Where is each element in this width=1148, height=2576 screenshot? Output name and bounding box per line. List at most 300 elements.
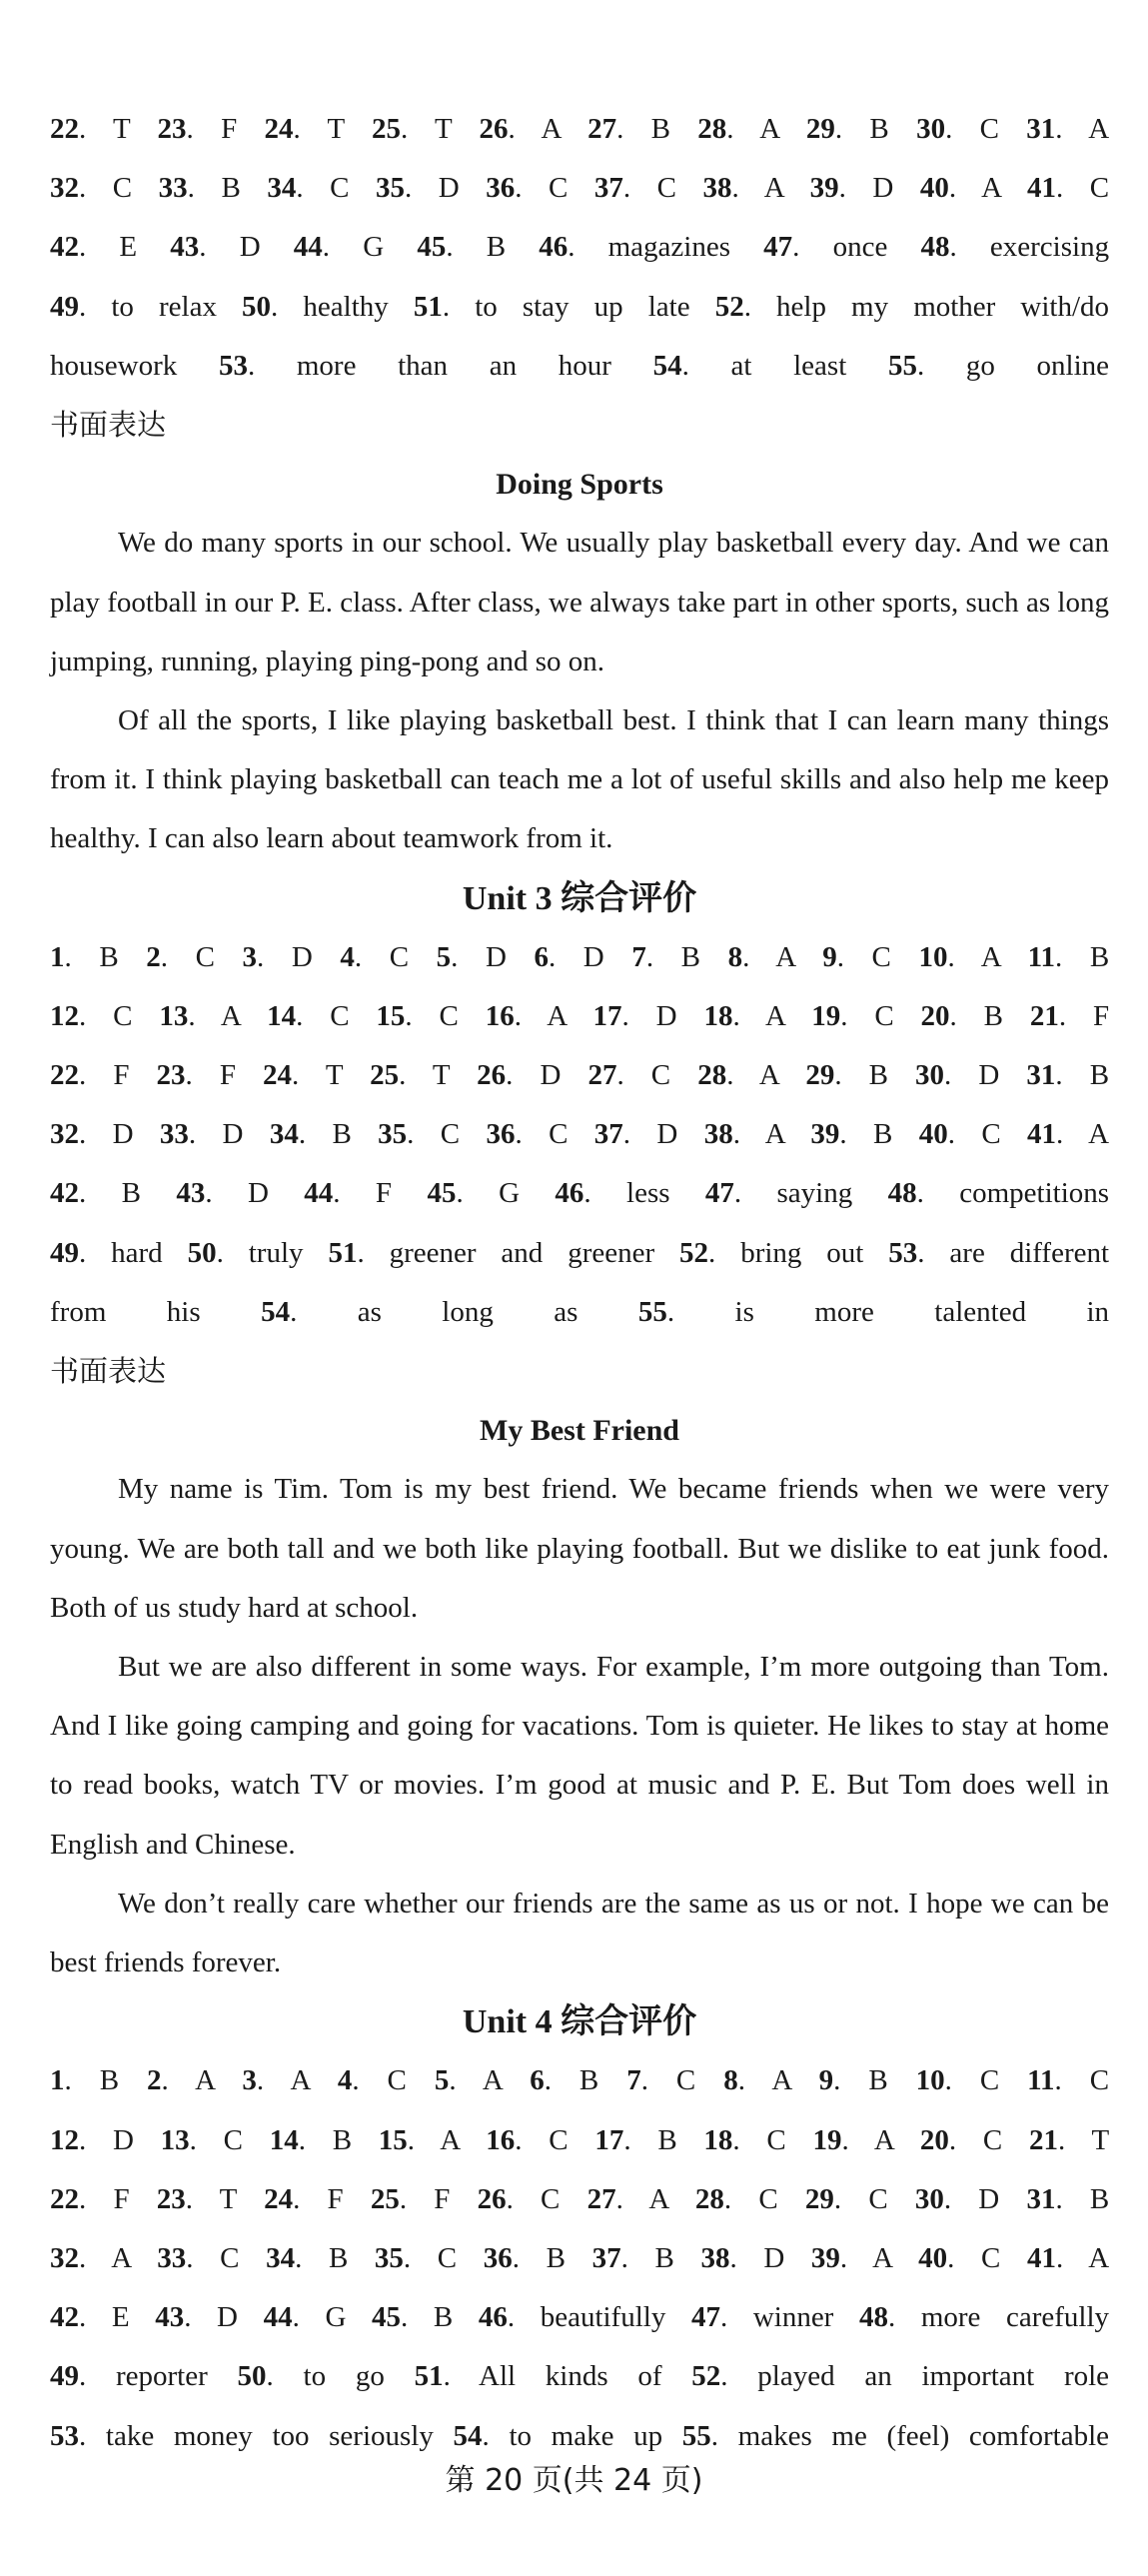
question-number: 20	[920, 999, 950, 1032]
answer-item: 34. C	[267, 172, 350, 205]
question-number: 7	[631, 940, 646, 973]
answer-item: 17. D	[592, 999, 677, 1032]
question-number: 36	[483, 2241, 513, 2274]
question-number: 44	[304, 1177, 334, 1210]
question-number: 34	[269, 1118, 299, 1151]
answer-item: 18. C	[703, 2123, 786, 2156]
answer-item: 41. A	[1027, 1118, 1110, 1151]
answer-text: C	[223, 2123, 243, 2156]
question-number: 43	[170, 231, 200, 264]
answer-item: 33. C	[157, 2241, 240, 2274]
answer-text: C	[766, 2123, 786, 2156]
answer-item: 28. C	[694, 2182, 778, 2215]
answer-item: 43. D	[170, 231, 261, 264]
question-number: 52	[714, 290, 744, 323]
answer-text: as long as	[357, 1295, 578, 1328]
answer-item: 25. T	[370, 1059, 451, 1092]
question-number: 19	[812, 2123, 842, 2156]
question-number: 27	[586, 2182, 616, 2215]
unit4-answer-rows	[50, 2051, 1109, 2465]
essay-title: My Best Friend	[480, 1414, 679, 1448]
answer-text: A	[290, 2064, 310, 2097]
question-number: 25	[370, 2182, 400, 2215]
question-number: 24	[263, 1059, 293, 1092]
answer-item: 52. bring out	[679, 1236, 864, 1269]
answer-item: 47. winner	[690, 2301, 834, 2334]
answer-item: 28. A	[697, 113, 779, 145]
answer-text: C	[1089, 172, 1110, 205]
answer-item: 50. to go	[237, 2360, 385, 2393]
question-number: 11	[1027, 940, 1056, 973]
answer-text: B	[546, 2241, 566, 2274]
answer-item: 44. F	[304, 1177, 393, 1210]
answer-item: 30. D	[915, 1059, 1000, 1092]
answer-item: 29. B	[805, 1059, 888, 1092]
answer-text: A	[771, 2064, 791, 2097]
answer-text: A	[873, 2123, 894, 2156]
page-content	[50, 100, 1109, 2466]
essay-body	[50, 1460, 1109, 1992]
answer-text: B	[221, 172, 241, 205]
answer-text: A	[482, 2064, 503, 2097]
question-number: 3	[242, 2064, 257, 2097]
answer-item: 7. C	[626, 2064, 696, 2097]
answer-item: 44. G	[263, 2301, 347, 2334]
answer-item: 11. B	[1027, 940, 1110, 973]
answer-text: B	[869, 113, 889, 145]
question-number: 13	[160, 2123, 190, 2156]
answer-text: B	[332, 2123, 353, 2156]
answer-item: 33. D	[159, 1118, 244, 1151]
answer-row	[50, 1105, 1109, 1164]
question-number: 24	[264, 113, 294, 145]
question-number: 20	[919, 2123, 949, 2156]
question-number: 42	[50, 2301, 79, 2334]
question-number: 16	[486, 2123, 516, 2156]
answer-text: healthy	[303, 290, 389, 323]
answer-text: D	[438, 172, 460, 205]
section1-answer-rows	[50, 100, 1109, 396]
answer-text: C	[675, 2064, 696, 2097]
answer-text: D	[978, 2182, 1000, 2215]
answer-text: E	[119, 231, 138, 264]
question-number: 38	[700, 2241, 730, 2274]
answer-text: T	[432, 1059, 451, 1092]
answer-text: C	[1089, 2064, 1110, 2097]
answer-item: 32. C	[50, 172, 133, 205]
answer-item: 36. C	[486, 172, 569, 205]
answer-item: 53. are different	[888, 1236, 1110, 1269]
answer-item: 51. greener and greener	[328, 1236, 655, 1269]
answer-text: more carefully	[920, 2301, 1110, 2334]
question-number: 16	[485, 999, 515, 1032]
question-number: 23	[156, 2182, 186, 2215]
answer-item: 27. A	[586, 2182, 668, 2215]
answer-text: D	[485, 940, 507, 973]
answer-text: C	[650, 1059, 671, 1092]
answer-text: competitions	[959, 1177, 1110, 1210]
answer-text: from his	[50, 1295, 201, 1328]
answer-item: 30. C	[916, 113, 999, 145]
answer-item: 54. as long as	[261, 1295, 578, 1328]
answer-item: 48. more carefully	[858, 2301, 1110, 2334]
answer-item: 24. T	[264, 113, 345, 145]
answer-text: to relax	[111, 290, 217, 323]
answer-text: less	[626, 1177, 670, 1210]
question-number: 22	[50, 113, 79, 145]
answer-text: G	[499, 1177, 521, 1210]
question-number: 47	[704, 1177, 734, 1210]
unit4-title-cn: 综合评价	[561, 2001, 697, 2042]
question-number: 6	[534, 940, 549, 973]
answer-text: magazines	[607, 231, 731, 264]
answer-text: D	[656, 1118, 678, 1151]
answer-item: 12. C	[50, 999, 133, 1032]
answer-item: 34. B	[269, 1118, 352, 1151]
answer-item: 15. A	[378, 2123, 460, 2156]
question-number: 29	[805, 113, 835, 145]
answer-text: T	[1091, 2123, 1110, 2156]
answer-item: 21. F	[1029, 999, 1110, 1032]
question-number: 15	[376, 999, 406, 1032]
answer-text: A	[648, 2182, 668, 2215]
answer-item: 26. A	[479, 113, 561, 145]
answer-text: C	[871, 940, 891, 973]
question-number: 37	[593, 1118, 623, 1151]
answer-item: 50. truly	[187, 1236, 304, 1269]
answer-item: 37. C	[593, 172, 677, 205]
question-number: 47	[690, 2301, 720, 2334]
question-number: 31	[1026, 2182, 1056, 2215]
answer-text: C	[541, 2182, 561, 2215]
answer-text: B	[1089, 2182, 1110, 2215]
question-number: 38	[703, 1118, 733, 1151]
question-number: 2	[147, 2064, 162, 2097]
answer-item: 55. go online	[887, 349, 1110, 382]
writing-label: 书面表达	[50, 407, 167, 442]
question-number: 28	[697, 1059, 727, 1092]
answer-item: 14. B	[269, 2123, 353, 2156]
question-number: 25	[372, 113, 402, 145]
question-number: 19	[811, 999, 841, 1032]
answer-item: 22. F	[50, 1059, 130, 1092]
answer-item: 16. A	[485, 999, 567, 1032]
answer-item: 20. B	[920, 999, 1003, 1032]
answer-text: G	[363, 231, 385, 264]
answer-item: 40. A	[919, 172, 1001, 205]
answer-item: 24. T	[263, 1059, 344, 1092]
answer-item: 46. beautifully	[478, 2301, 666, 2334]
question-number: 21	[1029, 999, 1059, 1032]
answer-item: 51. All kinds of	[414, 2360, 662, 2393]
answer-item: 34. B	[266, 2241, 349, 2274]
question-number: 34	[266, 2241, 296, 2274]
answer-item: 41. C	[1026, 172, 1110, 205]
answer-item: 19. C	[811, 999, 894, 1032]
answer-text: A	[1088, 113, 1110, 145]
answer-item: 10. A	[918, 940, 1001, 973]
question-number: 43	[155, 2301, 185, 2334]
answer-text: All kinds of	[479, 2360, 662, 2393]
answer-row	[50, 218, 1109, 277]
answer-text: A	[980, 940, 1001, 973]
answer-text: A	[872, 2241, 892, 2274]
answer-item: 7. B	[631, 940, 700, 973]
answer-item: 24. F	[264, 2182, 344, 2215]
answer-text: C	[979, 2064, 1000, 2097]
answer-item: 31. B	[1026, 2182, 1110, 2215]
question-number: 4	[337, 2064, 353, 2097]
answer-text: winner	[752, 2301, 834, 2334]
question-number: 35	[378, 1118, 408, 1151]
answer-text: A	[981, 172, 1001, 205]
question-number: 12	[50, 999, 79, 1032]
answer-text: to stay up late	[475, 290, 690, 323]
question-number: 41	[1027, 1118, 1057, 1151]
question-number: 38	[702, 172, 732, 205]
question-number: 15	[378, 2123, 408, 2156]
answer-text: C	[112, 172, 133, 205]
answer-item	[50, 1296, 201, 1328]
page-footer	[0, 2451, 1148, 2510]
question-number: 2	[146, 940, 161, 973]
answer-text: B	[868, 2064, 888, 2097]
answer-item: 45. B	[372, 2301, 454, 2334]
answer-item: 54. to make up	[453, 2419, 663, 2452]
question-number: 33	[159, 1118, 189, 1151]
answer-text: is more talented in	[734, 1295, 1110, 1328]
answer-item: 51. to stay up late	[413, 290, 690, 323]
answer-item: 23. F	[156, 1059, 236, 1092]
answer-item: 33. B	[158, 172, 241, 205]
unit4-title	[50, 1992, 1109, 2051]
question-number: 43	[176, 1177, 206, 1210]
answer-text: F	[113, 2182, 130, 2215]
answer-text: D	[763, 2241, 785, 2274]
essay-paragraph: My name is Tim. Tom is my best friend. We became friends when we were very young. We are both tall and we both like playing football. But we dislike to eat junk food. Both of us study hard at school.	[50, 1473, 1109, 1624]
answer-text: A	[440, 2123, 460, 2156]
answer-item: 30. D	[914, 2182, 1000, 2215]
question-number: 17	[594, 2123, 624, 2156]
answer-item: 9. C	[822, 940, 891, 973]
question-number: 46	[555, 1177, 584, 1210]
answer-text: D	[217, 2301, 238, 2334]
question-number: 42	[50, 1177, 79, 1210]
answer-item: 37. D	[593, 1118, 678, 1151]
answer-text: B	[654, 2241, 674, 2274]
answer-text: C	[981, 1118, 1001, 1151]
answer-item: 31. B	[1026, 1059, 1110, 1092]
answer-row	[50, 2347, 1109, 2406]
answer-text: housework	[50, 349, 178, 382]
question-number: 32	[50, 2241, 79, 2274]
answer-text: hard	[111, 1236, 163, 1269]
answer-item: 32. A	[50, 2241, 131, 2274]
answer-text: B	[433, 2301, 454, 2334]
question-number: 1	[50, 940, 65, 973]
answer-item: 1. B	[50, 940, 119, 973]
question-number: 13	[159, 999, 189, 1032]
question-number: 23	[156, 1059, 186, 1092]
answer-item: 46. less	[555, 1177, 670, 1210]
answer-text: played an important role	[757, 2360, 1110, 2393]
question-number: 18	[703, 2123, 733, 2156]
question-number: 50	[187, 1236, 217, 1269]
question-number: 22	[50, 1059, 79, 1092]
question-number: 45	[417, 231, 447, 264]
question-number: 46	[539, 231, 569, 264]
answer-item: 11. C	[1027, 2064, 1110, 2097]
question-number: 41	[1026, 2241, 1056, 2274]
answer-item: 35. D	[375, 172, 460, 205]
answer-item: 22. F	[50, 2182, 130, 2215]
answer-text: D	[540, 1059, 562, 1092]
answer-text: B	[657, 2123, 677, 2156]
answer-item: 32. D	[50, 1118, 134, 1151]
answer-text: at least	[730, 349, 847, 382]
unit4-title-en: Unit 4	[462, 2003, 553, 2041]
answer-item: 53. take money too seriously	[50, 2419, 434, 2452]
answer-item: 27. C	[587, 1059, 671, 1092]
question-number: 32	[50, 1118, 79, 1151]
answer-text: A	[1088, 2241, 1110, 2274]
unit3-title-en: Unit 3	[462, 879, 553, 917]
answer-item: 5. A	[434, 2064, 503, 2097]
answer-text: C	[113, 999, 133, 1032]
question-number: 51	[413, 290, 443, 323]
answer-item: 21. T	[1028, 2123, 1110, 2156]
question-number: 50	[237, 2360, 267, 2393]
answer-text: F	[1093, 999, 1110, 1032]
answer-item: 2. C	[146, 940, 215, 973]
answer-text: greener and greener	[389, 1236, 655, 1269]
answer-row	[50, 1224, 1109, 1283]
answer-text: A	[775, 940, 795, 973]
question-number: 52	[679, 1236, 709, 1269]
answer-text: A	[758, 1059, 779, 1092]
answer-text: F	[434, 2182, 451, 2215]
answer-text: T	[435, 113, 453, 145]
answer-text: more than an hour	[296, 349, 611, 382]
question-number: 30	[915, 1059, 945, 1092]
answer-item: 37. B	[591, 2241, 674, 2274]
answer-item: 8. A	[723, 2064, 791, 2097]
question-number: 52	[691, 2360, 721, 2393]
question-number: 50	[242, 290, 272, 323]
answer-item: 15. C	[376, 999, 459, 1032]
unit3-title	[50, 869, 1109, 928]
answer-item: 17. B	[594, 2123, 677, 2156]
answer-row	[50, 2111, 1109, 2170]
answer-row	[50, 2051, 1109, 2110]
answer-item: 8. A	[727, 940, 795, 973]
question-number: 51	[328, 1236, 358, 1269]
answer-text: F	[327, 2182, 344, 2215]
answer-item: 13. A	[159, 999, 241, 1032]
question-number: 28	[697, 113, 727, 145]
answer-text: B	[1089, 1059, 1110, 1092]
writing-label: 书面表达	[50, 1354, 167, 1389]
question-number: 53	[888, 1236, 918, 1269]
answer-text: D	[582, 940, 604, 973]
answer-row	[50, 337, 1109, 396]
question-number: 44	[293, 231, 323, 264]
answer-text: F	[375, 1177, 393, 1210]
answer-text: once	[832, 231, 888, 264]
answer-item: 40. C	[918, 2241, 1001, 2274]
question-number: 17	[592, 999, 622, 1032]
answer-item: 45. G	[427, 1177, 521, 1210]
answer-text: D	[112, 1118, 134, 1151]
answer-text: A	[220, 999, 241, 1032]
question-number: 31	[1026, 113, 1056, 145]
question-number: 37	[593, 172, 623, 205]
answer-item	[50, 350, 177, 382]
answer-item: 26. D	[477, 1059, 562, 1092]
answer-item: 2. A	[147, 2064, 215, 2097]
question-number: 54	[261, 1295, 291, 1328]
answer-item: 48. exercising	[920, 231, 1110, 264]
answer-text: help my mother with/do	[776, 290, 1110, 323]
answer-item: 26. C	[477, 2182, 561, 2215]
question-number: 40	[918, 2241, 948, 2274]
answer-text: saying	[776, 1177, 853, 1210]
question-number: 10	[918, 940, 948, 973]
question-number: 54	[453, 2419, 483, 2452]
answer-item: 3. A	[242, 2064, 310, 2097]
answer-text: A	[547, 999, 567, 1032]
answer-text: to make up	[509, 2419, 663, 2452]
question-number: 29	[805, 1059, 835, 1092]
answer-text: B	[99, 940, 119, 973]
answer-item: 55. makes me (feel) comfortable	[681, 2419, 1110, 2452]
question-number: 37	[591, 2241, 621, 2274]
answer-text: are different	[949, 1236, 1110, 1269]
question-number: 55	[681, 2419, 711, 2452]
answer-text: C	[549, 1118, 569, 1151]
answer-text: C	[868, 2182, 888, 2215]
answer-text: C	[330, 999, 350, 1032]
answer-item: 9. B	[818, 2064, 888, 2097]
answer-item: 36. B	[483, 2241, 566, 2274]
question-number: 48	[858, 2301, 888, 2334]
answer-text: beautifully	[540, 2301, 666, 2334]
answer-item: 28. A	[697, 1059, 779, 1092]
essay-body	[50, 514, 1109, 868]
question-number: 32	[50, 172, 79, 205]
essay-paragraph: Of all the sports, I like playing basketball best. I think that I can learn many things from it. I think playing basketball can teach me a lot of useful skills and also help me keep healthy. I can also learn about teamwork from it.	[50, 703, 1109, 855]
question-number: 30	[914, 2182, 944, 2215]
answer-item: 50. healthy	[242, 290, 389, 323]
question-number: 23	[157, 113, 187, 145]
question-number: 28	[694, 2182, 724, 2215]
answer-text: B	[328, 2241, 349, 2274]
answer-item: 48. competitions	[887, 1177, 1110, 1210]
question-number: 51	[414, 2360, 444, 2393]
answer-text: D	[112, 2123, 134, 2156]
answer-row	[50, 2229, 1109, 2288]
answer-item: 18. A	[703, 999, 785, 1032]
question-number: 55	[637, 1295, 667, 1328]
answer-text: B	[983, 999, 1003, 1032]
unit3-answer-rows	[50, 928, 1109, 1342]
question-number: 33	[158, 172, 188, 205]
answer-item: 1. B	[50, 2064, 120, 2097]
answer-item: 42. E	[50, 231, 138, 264]
question-number: 26	[477, 2182, 507, 2215]
question-number: 49	[50, 290, 79, 323]
question-number: 30	[916, 113, 946, 145]
